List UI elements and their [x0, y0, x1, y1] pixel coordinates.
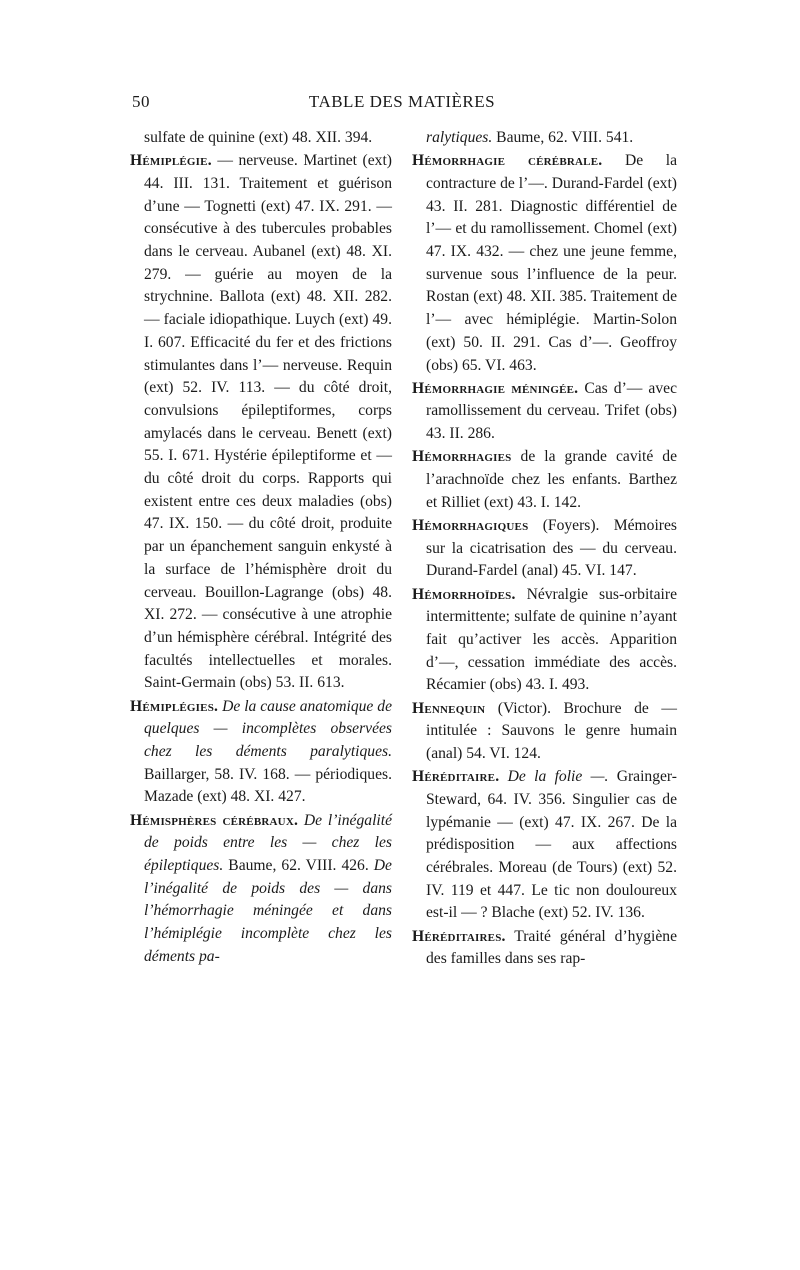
- entry-text: Cas d’— avec ramollissement du cerveau. Trifet (obs) 43. II. 286.: [426, 379, 677, 443]
- entry-headword: Hémorrhoïdes.: [412, 585, 516, 603]
- entry-text: De la contracture de l’—. Durand-Fardel (ext) 43. II. 281. Diagnostic différentiel de l’— et du ramollissement. Chomel (ext) 47. IX. 432. — chez une jeune femme, survenue sous l’influence de la peur. Rostan (ext) 48. XII. 385. Traitement de l’— avec hémiplégie. Martin-Solon (ext) 50. II. 291. Cas d’—. Geoffroy (obs) 65. VI. 463.: [426, 152, 678, 374]
- right-column: [412, 127, 677, 972]
- index-entry: [412, 446, 677, 514]
- running-title: TABLE DES MATIÈRES: [308, 92, 496, 111]
- entry-title-italic: De l’inégalité de poids des — dans l’hémorrhagie méningée et dans l’hémiplégie incomplète chez les déments pa-: [144, 857, 392, 965]
- entry-text: — nerveuse. Martinet (ext) 44. III. 131. Traitement et guérison d’une — Tognetti (ext) 47. IX. 291. — consécutive à des tubercules probables dans le cerveau. Aubanel (ext) 48. XI. 279. — guérie au moyen de la strychnine. Ballota (ext) 48. XII. 282. — faciale idiopathique. Luych (ext) 49. I. 607. Efficacité du fer et des frictions stimulantes dans l’— nerveuse. Requin (ext) 52. IV. 113. — du côté droit, convulsions épileptiformes, corps amylacés dans le cerveau. Benett (ext) 55. I. 671. Hystérie épileptiforme et — du côté droit du corps. Rapports qui existent entre ces deux maladies (obs) 47. IX. 150. — du côté droit, produite par un épanchement sanguin enkysté à la surface de l’hémisphère droit du cerveau. Bouillon-Lagrange (obs) 48. XI. 272. — consécutive à une atrophie d’un hémisphère cérébral. Intégrité des facultés intellectuelles et morales. Saint-Germain (obs) 53. II. 613.: [144, 152, 392, 692]
- index-entry: [130, 696, 392, 810]
- entry-text: Grainger-Steward, 64. IV. 356. Singulier cas de lypémanie — (ext) 47. IX. 267. De la prédisposition — aux affections cérébrales. Moreau (de Tours) (ext) 52. IV. 119 et 447. Le tic non douloureux est-il — ? Blache (ext) 52. IV. 136.: [426, 768, 677, 922]
- left-column: [130, 127, 392, 969]
- index-entry: [412, 127, 677, 150]
- entry-text: de la grande cavité de l’arachnoïde chez les enfants. Barthez et Rilliet (ext) 43. I. 142.: [426, 448, 677, 511]
- entry-text: (Foyers). Mémoires sur la cicatrisation des — du cerveau. Durand-Fardel (anal) 45. VI. 147.: [426, 516, 677, 580]
- index-entry: [412, 698, 677, 766]
- entry-headword: Hémorrhagies: [412, 448, 512, 466]
- entry-text: Baillarger, 58. IV. 168. — périodiques. Mazade (ext) 48. XI. 427.: [144, 765, 392, 806]
- entry-headword: Hémiplégies.: [130, 697, 219, 715]
- index-entry: [412, 515, 677, 583]
- index-entry: [412, 584, 677, 698]
- entry-text: Névralgie sus-orbitaire intermittente; sulfate de quinine n’ayant fait qu’activer les accès. Apparition d’—, cessation immédiate des accès. Récamier (obs) 43. I. 493.: [426, 585, 677, 694]
- index-entry: [130, 150, 392, 695]
- entry-headword: Hémiplégie.: [130, 152, 212, 170]
- entry-headword: Hennequin: [412, 699, 486, 717]
- entry-headword: Hémorrhagie cérébrale.: [412, 152, 603, 170]
- entry-text: (Victor). Brochure de — intitulée : Sauvons le genre humain (anal) 54. VI. 124.: [426, 699, 677, 762]
- index-entry: [412, 926, 677, 971]
- entry-title-italic: De la folie —.: [499, 768, 609, 786]
- entry-headword: Hémorrhagie méningée.: [412, 379, 579, 397]
- page-number: 50: [132, 92, 150, 111]
- index-entry: [412, 766, 677, 925]
- index-entry: [412, 378, 677, 446]
- entry-headword: Hémisphères cérébraux.: [130, 811, 299, 829]
- entry-headword: Hémorrhagiques: [412, 516, 529, 534]
- running-header: [132, 92, 672, 118]
- entry-text: Baume, 62. VIII. 541.: [492, 129, 634, 146]
- index-entry: [412, 150, 677, 377]
- entry-headword: Héréditaire.: [412, 768, 500, 786]
- entry-title-italic: De la cause anatomique de quelques — incomplètes observées chez les déments paralytiques.: [144, 697, 392, 760]
- entry-title-italic: De l’inégalité de poids entre les — chez les épileptiques.: [144, 811, 392, 874]
- entry-text: Traité général d’hygiène des familles dans ses rap-: [426, 927, 677, 968]
- entry-headword: Héréditaires.: [412, 927, 506, 945]
- entry-title-italic: ralytiques.: [426, 129, 493, 146]
- index-entry: sulfate de quinine (ext) 48. XII. 394.: [144, 129, 373, 146]
- index-entry: [130, 810, 392, 969]
- entry-text: Baume, 62. VIII. 426.: [223, 857, 369, 874]
